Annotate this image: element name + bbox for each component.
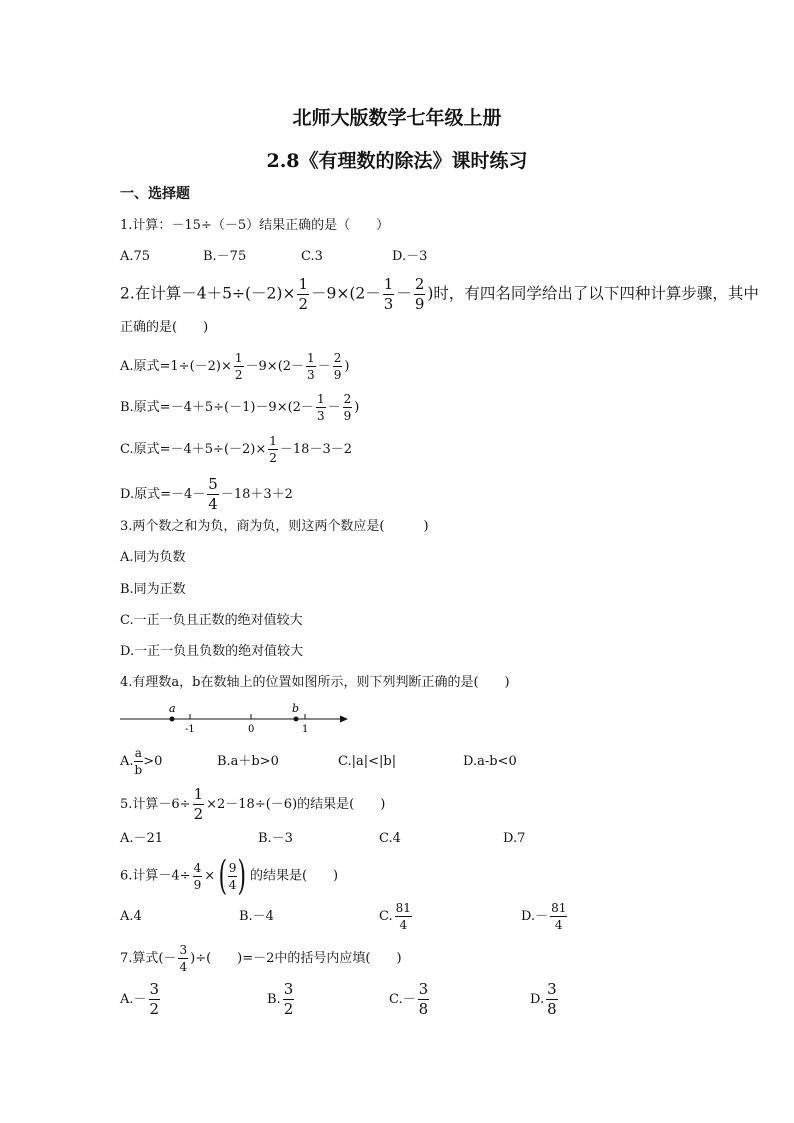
q1-option-c: C.3 (301, 249, 323, 264)
q4-option-c: C.|a|<|b| (338, 754, 397, 769)
section-heading: 一、选择题 (120, 186, 190, 202)
q2-option-a: A.原式=1÷(－2)× $\frac{1}{2}$ －9×(2－ $\frac{1}{3}$ － $\frac{2}{9}$ ) (120, 351, 350, 382)
q6-option-b: B.－4 (239, 909, 274, 924)
tick-label-0: 0 (248, 724, 255, 735)
number-line (118, 700, 358, 736)
q7-stem: 7.算式(－ $\frac{3}{4}$ )÷( )=－2中的括号内应填( ) (120, 943, 402, 974)
q4-option-d: D.a-b<0 (463, 754, 517, 769)
fraction: $\frac{1}{3}$ (383, 275, 394, 313)
q6-option-c: C. $\frac{81}{4}$ (379, 901, 411, 932)
q6-option-a: A.4 (120, 909, 142, 924)
q2-option-c: C.原式=－4＋5÷(－2)× $\frac{1}{2}$ －18－3－2 (120, 434, 352, 465)
tick-label-neg1: -1 (185, 724, 195, 735)
q2-stem: 2.在计算－4＋5÷(－2)× $\frac{1}{2}$ －9×(2－ $\frac{1}{3}$ － $\frac{2}{9}$ )时，有四名同学给出了以下四种计算步骤，其中 (120, 275, 759, 313)
q1-option-a: A.75 (120, 249, 151, 264)
q5-stem: 5.计算－6÷ $\frac{1}{2}$ ×2－18÷(－6)的结果是( ) (120, 785, 386, 823)
q5-option-a: A.－21 (120, 831, 164, 846)
q3-option-c: C.一正一负且正数的绝对值较大 (120, 613, 303, 628)
q3-option-b: B.同为正数 (120, 582, 186, 597)
document-subtitle: 2.8《有理数的除法》课时练习 (266, 150, 528, 172)
q1-option-b: B.－75 (203, 249, 247, 264)
document-title: 北师大版数学七年级上册 (292, 107, 502, 129)
point-a (170, 717, 175, 722)
q1-stem: 1.计算：－15÷（－5）结果正确的是（ ） (120, 218, 390, 233)
q4-option-b: B.a＋b>0 (217, 754, 279, 769)
q2-option-b: B.原式=－4＋5÷(－1)－9×(2－ $\frac{1}{3}$ － $\frac{2}{9}$ ) (120, 392, 360, 423)
q6-stem: 6.计算－4÷ $\frac{4}{9}$ ×( $\frac{9}{4}$ ) 的结果是( ) (120, 853, 339, 899)
q4-option-a: A. $\frac{a}{b}$ >0 (120, 746, 163, 777)
fraction: $\frac{2}{9}$ (414, 275, 425, 313)
q7-option-a: A.－ $\frac{3}{2}$ (120, 980, 160, 1018)
fraction: $\frac{1}{2}$ (298, 275, 308, 313)
q4-stem: 4.有理数a，b在数轴上的位置如图所示，则下列判断正确的是( ) (120, 675, 510, 690)
q7-option-b: B. $\frac{3}{2}$ (267, 980, 294, 1018)
q2-stem-line2: 正确的是( ) (120, 320, 209, 335)
label-b: b (292, 702, 300, 715)
q3-option-a: A.同为负数 (120, 550, 186, 565)
q7-option-c: C.－ $\frac{3}{8}$ (389, 980, 429, 1018)
q6-option-d: D.－ $\frac{81}{4}$ (521, 901, 567, 932)
point-b (294, 717, 299, 722)
q1-option-d: D.－3 (392, 249, 428, 264)
q5-option-b: B.－3 (258, 831, 293, 846)
q5-option-c: C.4 (379, 831, 401, 846)
q5-option-d: D.7 (503, 831, 526, 846)
q3-option-d: D.一正一负且负数的绝对值较大 (120, 644, 304, 659)
tick-label-1: 1 (302, 724, 309, 735)
q3-stem: 3.两个数之和为负，商为负，则这两个数应是( ) (120, 519, 429, 534)
q7-option-d: D. $\frac{3}{8}$ (530, 980, 557, 1018)
label-a: a (169, 702, 176, 715)
q2-option-d: D.原式=－4－ $\frac{5}{4}$ －18＋3＋2 (120, 475, 293, 513)
